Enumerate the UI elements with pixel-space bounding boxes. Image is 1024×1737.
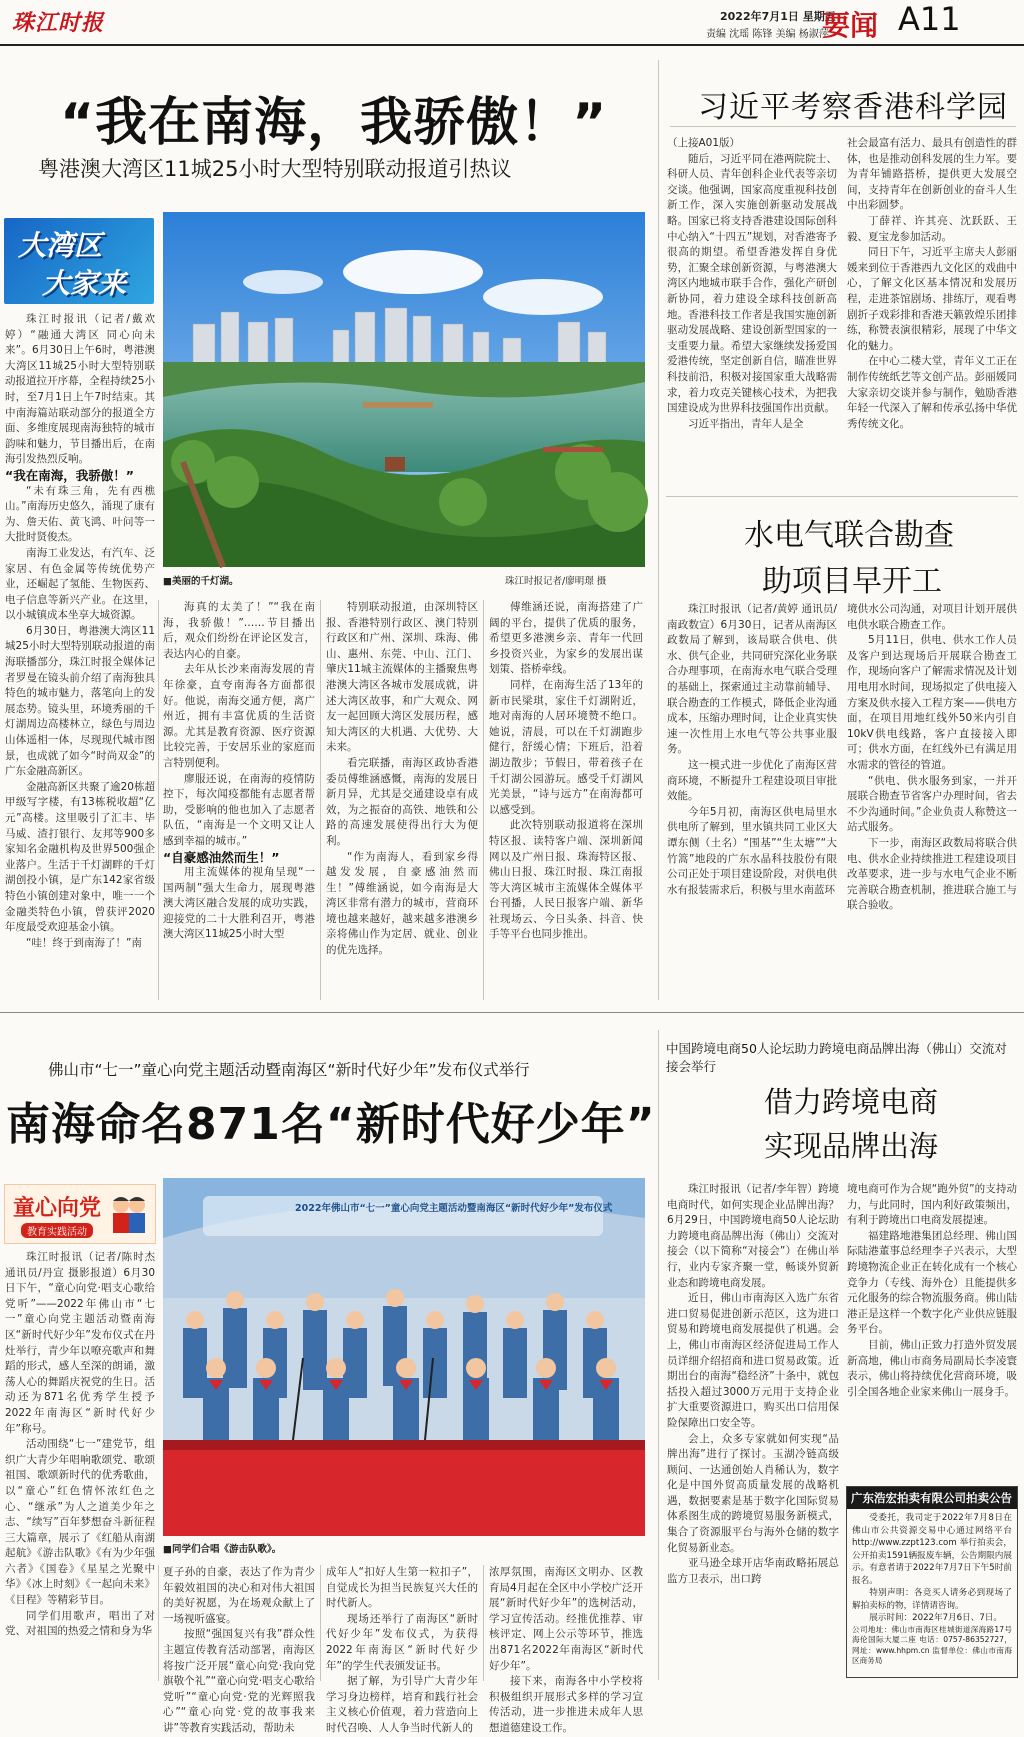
article1-col2-p4: 用主流媒体的视角呈现“一国两制”强大生命力，展现粤港澳大湾区融合发展的成功实践，迎接党的二十大胜利召开，粤港澳大湾区11城25小时大型 [163,866,315,941]
divider [158,1565,159,1681]
lake-photo-credit: 珠江时报记者/廖明璟 摄 [505,576,607,587]
article2-title: 习近平考察香港科学园 [698,90,1008,125]
article3-col2-p3: “供电、供水服务到家，一并开展联合勘查节省客户办理时间，省去不少沟通时间。”企业负责人称赞这一站式服务。 [847,774,1017,834]
auction-notice-body: 受委托，我司定于2022年7月8日在佛山市公共资源交易中心通过网络平台http://www.zzpt123.com 举行拍卖会，公开拍卖1591辆报废车辆，公告期限内展示。有意者请于2022年7月7日下午5时前报名。 [852,1513,1012,1586]
section-label: 要闻 [822,9,879,42]
auction-notice-title: 广东浩宏拍卖有限公司拍卖公告 [847,1487,1017,1509]
article4-col4-p1: 浓厚氛围，南海区文明办、区教育局4月起在全区中小学校广泛开展“新时代好少年”的选树活动，学习宣传活动。经推优推荐、审核评定、网上公示等环节，推选出871名2022年南海区“新时代好少年”。 [489,1566,643,1672]
article5-col1 [667,1182,839,1678]
article2-col2-p4: 在中心二楼大堂，青年义工正在制作传统纸艺等文创产品。彭丽媛同大家亲切交谈并参与制作，勉励香港年轻一代深入了解和传承弘扬中华优秀传统文化。 [847,355,1017,430]
main-column-divider [658,60,659,1000]
article1-col2-p1: 海真的太美了！”“我在南海，我骄傲！”……节目播出后，观众们纷纷在评论区发言，表达内心的自豪。 [163,601,315,660]
article3-col1-p3: 今年5月初，南海区供电局里水供电所了解到，里水镇共同工业区大谭东侧（土名）“围基”“生太塘”“大竹篙”地段的广东水晶科技股份有限公司正处于项目建设阶段，对供电供水有报装需求后，积极与里水南蓝环 [667,805,837,896]
choir-photo-banner: 2022年佛山市“七一”童心向党主题活动暨南海区“新时代好少年”发布仪式 [295,1203,613,1214]
auction-notice-showtime: 展示时间：2022年7月6日、7日。 [869,1613,1002,1623]
article2-col2-p1: 社会最富有活力、最具有创造性的群体，也是推动创科发展的生力军。要为青年铺路搭桥，提供更大发展空间，支持青年在创新创业的奋斗人生中出彩圆梦。 [847,137,1017,212]
article1-col4 [489,600,643,992]
big-bay-badge [4,218,154,304]
article5-col2-p2: 福建路地港集团总经理、佛山国际陆港董事总经理李子兴表示，大型跨境物流企业正在转化成有一个核心竞争力（专线、海外仓）且能提供多元化服务的综合物流服务商。佛山陆港正是这样一个数字化产业供应链服务平台。 [847,1229,1017,1336]
article4-col3-p2: 现场还举行了南海区“新时代好少年”发布仪式，为获得2022年南海区“新时代好少年”的学生代表颁发证书。 [326,1612,478,1672]
article1-col4-p2: 同样，在南海生活了13年的新市民梁琪，家住千灯湖附近，地对南海的人居环境赞不绝口。她说，清晨，可以在千灯湖跑步健行，舒缓心情；下班后，沿着湖边散步；节假日，带着孩子在千灯湖公园游玩。感受千灯湖风光美景，“诗与远方”在南海都可以感受到。 [489,678,643,816]
kids-illustration-icon [109,1191,149,1235]
article3-col2-p2: 5月11日，供电、供水工作人员及客户到达现场后开展联合勘查工作，现场向客户了解需求情况及计划用电用水时间，现场拟定了供电接入方案及供水接入工程方案——供电方面，在项目用地红线外50米内引自10kV供电线路，客户直接接入即可；供水方面，在红线外已有满足用水需求的管径的管道。 [847,634,1017,771]
article1-col1-p4: 6月30日，粤港澳大湾区11城25小时大型特别联动报道的南海联播部分，珠江时报全媒体记者罗曼在镜头前介绍了南海独具特色的城市魅力，落笔向上的发展态势。镜头里，环境秀丽的千灯湖周边高楼林立，绿色与周边山体遥相一体，尽现现代城市图景，也成就了如今“时尚双金”的广东金融高新区。 [5,624,155,778]
choir-photo-caption: ■同学们合唱《游击队歌》。 [163,1544,282,1555]
article4-col3 [326,1565,478,1734]
article1-col1-p5: 金融高新区共聚了逾20栋超甲级写字楼，有13栋税收超“亿元”高楼。这里吸引了汇丰、毕马威、渣打银行、友邦等900多家知名金融机构及世界500强企业落户。生活于千灯湖畔的千灯湖创投小镇，是广东142家省级特色小镇创建对象中，唯一一个金融类特色小镇，曾获评2020年度最受欢迎基金小镇。 [5,780,155,934]
article3-col1-p1: 珠江时报讯（记者/黄婷 通讯员/南政数宣）6月30日，记者从南海区政数局了解到，该局联合供电、供水、供气企业，共同研究深化业务联合办理事项，在南海水电气联合受理的基础上，探索通过主动靠前辅导、联合勘查的工作模式，降低企业沟通成本，压缩办理时间，让企业真实快速一次性用上水电气等公共事业服务。 [667,603,837,756]
article1-subtitle: 粤港澳大湾区11城25小时大型特别联动报道引热议 [38,157,512,181]
divider [483,1565,484,1681]
article4-col1-p1: 珠江时报讯（记者/陈时杰 通讯员/丹宣 摄影报道）6月30日下午，“童心向党·唱支心歌给党听”——2022年佛山市“七一”童心向党主题活动暨南海区“新时代好少年”发布仪式在丹灶举行，青少年以嘹亮歌声和舞蹈的形式，感人至深的朗诵，激荡人心的舞蹈庆祝党的生日。活动还为871名优秀学生授予2022年南海区“新时代好少年”称号。 [5,1251,155,1435]
divider [670,126,1016,127]
tongxin-badge [4,1184,156,1244]
article1-col2-p3: 廖服还说，在南海的疫情防控下，每次闻疫都能有志愿者帮助，受影响的他也加入了志愿者队伍，“南海是一个文明又让人感到幸福的城市。” [163,772,315,847]
header-rule [0,44,1024,46]
article1-col1-p6: “哇！终于到南海了！”南 [26,936,142,949]
article5-col1-p2: 近日，佛山市南海区入选广东省进口贸易促进创新示范区，这为进口贸易和跨境电商发展提供了机遇。会上，佛山市南海区经济促进局工作人员详细介绍招商和进口贸易政策。近期出台的南海“稳经济”十条中，就包括投入超过3000万元用于支持企业扩大重要资源进口，购买出口信用保险保障出口安全等。 [667,1292,839,1429]
divider [320,600,321,1000]
article4-title: 南海命名871名“新时代好少年” [6,1099,656,1150]
article4-col2 [163,1565,315,1734]
article1-col1-p2: “未有珠三角，先有西樵山。”南海历史悠久，涌现了康有为、詹天佑、黄飞鸿、叶问等一大批时贤俊杰。 [5,484,155,544]
article4-kicker: 佛山市“七一”童心向党主题活动暨南海区“新时代好少年”发布仪式举行 [48,1061,530,1079]
auction-notice-statement: 特别声明：各竞买人请务必到现场了解拍卖标的物，详情请咨询。 [852,1588,1012,1611]
article4-col4 [489,1565,643,1734]
article1-col3 [326,600,478,992]
article1-col3-p2: 看完联播，南海区政协香港委员傅维涵感慨，南海的发展日新月异，尤其是交通建设卓有成效，为之振奋的高铁、地铁和公路的高速发展使得出行大为便利。 [326,756,478,847]
article1-col2 [163,600,315,992]
article5-col1-p4: 亚马逊全球开店华南政略拓展总监方卫表示，出口跨 [667,1557,839,1585]
article4-col4-p2: 接下来，南海各中小学校将积极组织开展形式多样的学习宣传活动，进一步推进未成年人思想道德建设工作。 [489,1675,643,1734]
article1-col1-p3: 南海工业发达，有汽车、泛家居、有色金属等传统优势产业，还崛起了氢能、生物医药、电子信息等新兴产业。在这里，以小城镇成本坐享大城资源。 [5,546,155,622]
auction-notice-box [846,1486,1018,1678]
badge-text-line2: 大家来 [42,267,127,300]
qiandeng-lake-photo [163,212,645,567]
article5-title-line2: 实现品牌出海 [764,1129,939,1163]
article3-title-line2: 助项目早开工 [762,564,942,599]
main-column-divider [658,1030,659,1680]
article1-col2-subhead: “自豪感油然而生！” [163,849,280,865]
divider [666,496,1018,497]
article1-col2-p2: 去年从长沙来南海发展的青年徐豪，直夸南海各方面都很好。他说，南海交通方便，离广州近，拥有丰富优质的生活资源。尤其是教育资源、医疗资源比较完善，于安居乐业的家庭而言特别便利。 [163,663,315,769]
article4-col2-p2: 按照“强国复兴有我”群众性主题宣传教育活动部署，南海区将按广泛开展“童心向党·我向党旗敬个礼”“童心向党·唱支心歌给党听”“童心向党·党的光辉照我心”“童心向党·党的故事我来讲”等教育实践活动，帮助未 [163,1628,315,1734]
divider [483,600,484,1000]
divider [320,1565,321,1681]
article2-col1-p2: 习近平指出，青年人是全 [688,417,804,430]
header-date: 2022年7月1日 星期五 [720,10,836,23]
badge-text-line1: 大湾区 [18,229,103,262]
article5-col1-p3: 会上，众多专家就如何实现“品牌出海”进行了探讨。玉湖冷链高级顾问、一达通创始人肖稀认为，数字化是中国外贸高质量发展的战略机遇，数据要素是基于数字化国际贸易体系图生成的跨境贸易服务新模式，集合了资源服平台与海外仓储的数字化贸易新业态。 [667,1432,839,1554]
article4-col1-p3: 同学们用歌声，唱出了对党、对祖国的热爱之情和身为华 [5,1609,155,1638]
article3-col1 [667,602,837,992]
choir-photo [163,1178,645,1536]
article1-col4-p1: 傅维涵还说，南海搭建了广阔的平台，提供了优质的服务，希望更多港澳乡亲、青年一代回乡投资兴业，为家乡的发展出谋划策、搭桥牵线。 [489,601,643,676]
article3-title-line1: 水电气联合勘查 [744,518,954,553]
auction-notice-contact: 公司地址：佛山市南海区桂城街道深海路17号海伦国际大厦二座 电话：0757-86352727，网址：www.hhpm.cn 监督单位：佛山市南海区商务局 [852,1624,1012,1665]
article3-col2-p4: 下一步，南海区政数局将联合供电、供水企业持续推进工程建设项目改革要求，进一步与水电气企业不断完善联合勘查机制，推进联合施工与联合验收。 [847,836,1017,912]
page-number: A11 [898,0,961,38]
article1-col1 [5,312,155,990]
article4-col3-p3: 据了解，为引导广大青少年学习身边榜样，培育和践行社会主义核心价值观，着力营造向上时代召唤、人人争当时代新人的 [326,1675,478,1734]
article1-title: “我在南海，我骄傲！” [60,93,608,153]
article5-col2-p3: 目前，佛山正致力打造外贸发展新高地，佛山市商务局副局长李凌寰表示，佛山将持续优化营商环境，吸引全国各地企业家来佛山一展身手。 [847,1338,1017,1398]
article2-col2-p3: 同日下午，习近平主席夫人彭丽媛来到位于香港西九文化区的戏曲中心，了解文化区基本情况和发展历程，走进茶馆剧场、排练厅，观看粤剧折子戏彩排和香港天籁敦煌乐团排练，称赞表演很精彩，展现了中华文化的魅力。 [847,246,1017,352]
article3-col2 [847,602,1017,992]
divider [158,600,159,1000]
article5-kicker: 中国跨境电商50人论坛助力跨境电商品牌出海（佛山）交流对接会举行 [666,1041,1007,1074]
article3-col1-p2: 这一模式进一步优化了南海区营商环境，不断提升工程建设项目审批效能。 [667,758,837,803]
article1-col1-subhead: “我在南海，我骄傲！” [5,467,134,483]
article4-col3-p1: 成年人“扣好人生第一粒扣子”，自觉成长为担当民族复兴大任的时代新人。 [326,1566,478,1610]
article5-title-line1: 借力跨境电商 [764,1085,939,1119]
article5-col2-p1: 境电商可作为合规“跑外贸”的支持动力，与此同时，国内利好政策频出，有利于跨境出口电商发展提速。 [847,1183,1017,1227]
article4-col1-p2: 活动围绕“七一”建党节，组织广大青少年唱响歌颂党、歌颂祖国、歌颂新时代的优秀歌曲，以“童心”红色情怀浓红色之心、“继承”为人之道美少年之志、“续写”百年梦想奋斗新征程三大篇章，展示了《红船从南湖起航》《游击队歌》《有为少年强六者》《国卷》《星星之光聚中华》《冰上时刻》《一起向未来》《目程》等精彩节目。 [5,1438,155,1607]
article5-col1-p1: 珠江时报讯（记者/李年智）跨境电商时代，如何实现企业品牌出海？6月29日，中国跨境电商50人论坛助力跨境电商品牌出海（佛山）交流对接会（以下简称“对接会”）在佛山举行，业内专家齐聚一堂，畅谈外贸新业态和跨境电商发展。 [667,1183,839,1289]
article1-col1-p1: 珠江时报讯（记者/戴欢婷）“融通大湾区 同心向未来”。6月30日上午6时，粤港澳大湾区11城25小时大型特别联动报道拉开序幕，全程持续25小时，至7月1日上午7时结束。其中南海篇站联动部分的报道全方面、多维度展现南海独特的城市韵味和魅力，节目播出后，在南海引发热烈反响。 [5,313,155,466]
article2-col2 [847,136,1017,488]
lake-photo-caption: ■美丽的千灯湖。 [163,576,239,587]
article3-col2-p1: 境供水公司沟通，对项目计划开展供电供水联合勘查工作。 [847,603,1017,631]
article4-col2-p1: 夏子孙的自豪，表达了作为青少年毅效祖国的决心和对伟大祖国的美好祝愿，为在场观众献上了一场视听盛宴。 [163,1566,315,1625]
article2-col1 [667,136,837,488]
article2-col2-p2: 丁薛祥、许其亮、沈跃跃、王毅、夏宝龙参加活动。 [847,214,1017,243]
badge-subtitle: 教育实践活动 [21,1223,93,1238]
article2-jump-note: （上接A01版） [667,137,741,149]
article1-col3-p3: “作为南海人，看到家乡得越发发展，自豪感油然而生！”傅维涵说，如今南海是大湾区非常有潜力的城市，营商环境也越来越好，越来越多港澳乡亲将佛山作为定居、就业、创业的优先选择。 [326,850,478,957]
article1-col3-p1: 特别联动报道，由深圳特区报、香港特别行政区、澳门特别行政区和广州、深圳、珠海、佛山、惠州、东莞、中山、江门、肇庆11城主流媒体的主播聚焦粤港澳大湾区各城市发展成就，讲述大湾区故事，和广大观众、网友一起回顾大湾区发展历程，感知大湾区的大机遇、大优势、大未来。 [326,601,478,754]
article1-col4-p3: 此次特别联动报道将在深圳特区报、读特客户端、深圳新闻网以及广州日报、珠海特区报、佛山日报、珠江时报、珠江南报等大湾区城市主流媒体全媒体平台刊播，人民日报客户端、新华社现场云、今日头条、抖音、快手等平台也同步推出。 [489,819,643,941]
masthead-logo: 珠江时报 [12,10,105,36]
article4-col1 [5,1250,155,1678]
badge-title: 童心向党 [13,1196,102,1221]
article2-col1-p1: 随后，习近平同在港两院院士、科研人员、青年创科企业代表等亲切交谈。他强调，国家高度重视科技创新工作，深入实施创新驱动发展战略。国家已将支持香港建设国际创科中心纳入“十四五”规划，对香港寄予很高的期望。希望香港发挥自身优势，汇聚全球创新资源，与粤港澳大湾区内地城市联手合作，强化产研创新协同，着力建设全球科技创新高地。香港科技工作者是我国实施创新驱动发展战略、建设创新型国家的一支重要力量。希望大家继续发扬爱国爱港传统，坚定创新自信，瞄准世界科技前沿，积极对接国家重大战略需求，着力攻克关键核心技术，为把我国建设成为世界科技强国作出贡献。 [667,152,837,415]
article5-col2 [847,1182,1017,1480]
header-editors: 责编 沈瑶 陈锋 美编 杨淑萍 [706,29,829,40]
section-divider [0,1012,1024,1013]
